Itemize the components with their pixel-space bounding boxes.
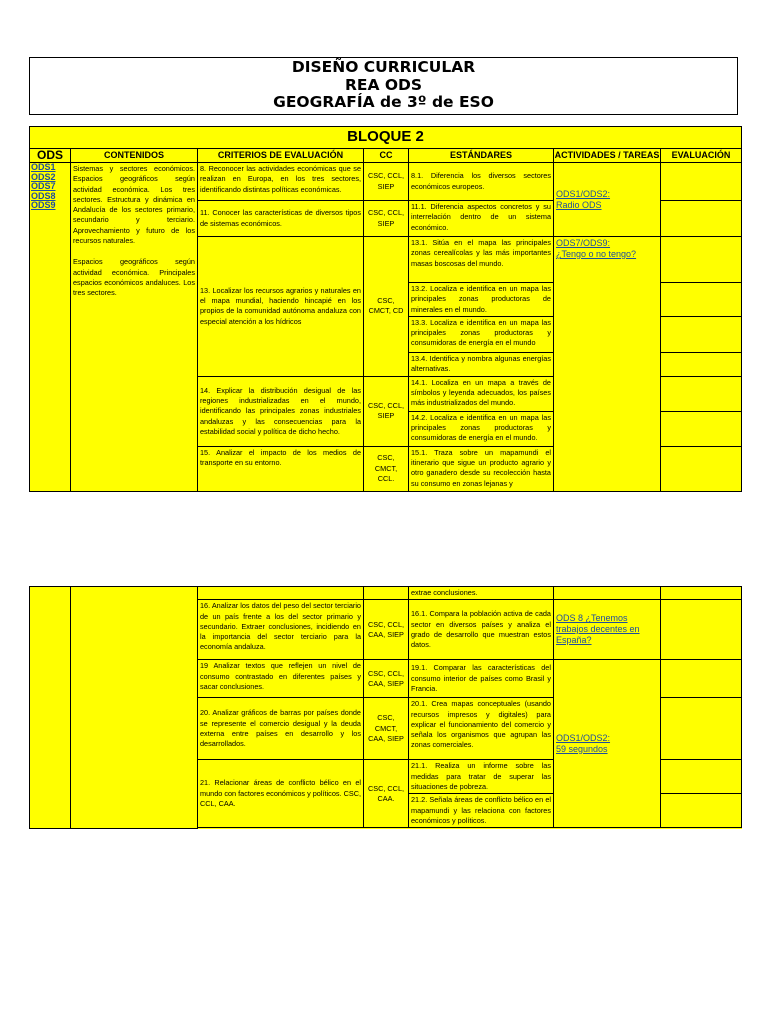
- evaluacion-cell: [661, 237, 742, 283]
- criterio-13: 13. Localizar los recursos agrarios y naturales en el mapa mundial, haciendo hincapié en los propios de la comunidad autónoma andaluza con especial atención a los hídricos: [198, 237, 364, 377]
- header-cc: CC: [364, 149, 409, 163]
- actividad-3-link-line2[interactable]: trabajos decentes en: [556, 624, 640, 635]
- cc-11: CSC, CCL, SIEP: [364, 201, 409, 237]
- evaluacion-cell: [661, 201, 742, 237]
- contenidos-cell-continued: [71, 587, 198, 829]
- cc-14: CSC, CCL, SIEP: [364, 376, 409, 446]
- criterio-21: 21. Relacionar áreas de conflicto bélico en el mundo con factores económicos y políticos. CSC, CCL, CAA.: [198, 760, 364, 828]
- document-title-box: [29, 57, 738, 115]
- actividad-continued: [554, 587, 661, 600]
- header-criterios: CRITERIOS DE EVALUACIÓN: [198, 149, 364, 163]
- actividad-2-link-line1[interactable]: ODS7/ODS9:: [556, 238, 611, 248]
- actividad-3: [554, 600, 661, 660]
- ods-link-2[interactable]: ODS2: [31, 171, 56, 182]
- bloque-title: BLOQUE 2: [30, 127, 742, 149]
- cc-15: CSC, CMCT, CCL.: [364, 446, 409, 491]
- estandar-14-2: 14.2. Localiza e identifica en un mapa las principales zonas productoras y consumidoras de energía en el mundo.: [409, 411, 554, 446]
- cc-21: CSC, CCL, CAA.: [364, 760, 409, 828]
- evaluacion-cell: [661, 600, 742, 660]
- criterio-15-continued: [198, 587, 364, 600]
- criterio-14: 14. Explicar la distribución desigual de las regiones industrializadas en el mundo, identificando las principales zonas industriales andaluzas y las consecuencias para la estabilidad social y política de dicho hecho.: [198, 376, 364, 446]
- evaluacion-cell: [661, 352, 742, 376]
- contenidos-cell: [71, 163, 198, 492]
- header-estandares: ESTÁNDARES: [409, 149, 554, 163]
- estandar-13-4: 13.4. Identifica y nombra algunas energías alternativas.: [409, 352, 554, 376]
- criterio-20: 20. Analizar gráficos de barras por países donde se represente el comercio desigual y la deuda externa entre países en desarrollo y los desarrollados.: [198, 698, 364, 760]
- estandar-13-1: 13.1. Sitúa en el mapa las principales zonas cerealícolas y las más importantes masas boscosas del mundo.: [409, 237, 554, 283]
- estandar-16-1: 16.1. Compara la población activa de cada sector en diversos países y analiza el grado de desarrollo que muestran estos datos.: [409, 600, 554, 660]
- title-line-2: REA ODS: [344, 75, 423, 94]
- cc-20: CSC, CMCT, CAA, SIEP: [364, 698, 409, 760]
- contenidos-paragraph-2: Espacios geográficos según actividad económica. Principales espacios económicos andaluces. Los tres sectores.: [73, 257, 195, 298]
- header-actividades: ACTIVIDADES / TAREAS: [554, 149, 661, 163]
- ods-link-5[interactable]: ODS9: [31, 200, 56, 210]
- actividad-3-link-line1[interactable]: ODS 8 ¿Tenemos: [556, 613, 628, 624]
- estandar-21-1: 21.1. Realiza un informe sobre las medidas para tratar de superar las situaciones de pobreza.: [409, 760, 554, 794]
- evaluacion-cell: [661, 794, 742, 828]
- cc-16: CSC, CCL, CAA, SIEP: [364, 600, 409, 660]
- title-line-3: GEOGRAFÍA de 3º de ESO: [273, 93, 494, 111]
- estandar-20-1: 20.1. Crea mapas conceptuales (usando recursos impresos y digitales) para explicar el funcionamiento del comercio y señala los organismos que agrupan las zonas comerciales.: [409, 698, 554, 760]
- actividad-1-link-line2[interactable]: Radio ODS: [556, 199, 602, 210]
- header-ods: ODS: [30, 149, 71, 163]
- curriculum-table-part1: [29, 126, 742, 492]
- evaluacion-cell: [661, 376, 742, 411]
- estandar-11-1: 11.1. Diferencia aspectos concretos y su interrelación dentro de un sistema económico.: [409, 201, 554, 237]
- ods-link-4[interactable]: ODS8: [31, 190, 56, 201]
- cc-19: CSC, CCL, CAA, SIEP: [364, 660, 409, 698]
- criterio-19: 19 Analizar textos que reflejen un nivel de consumo contrastado en diferentes países y sacar conclusiones.: [198, 660, 364, 698]
- ods-link-3[interactable]: ODS7: [31, 181, 56, 191]
- ods-link-1[interactable]: ODS1: [31, 162, 56, 172]
- actividad-1-link-line1[interactable]: ODS1/ODS2:: [556, 188, 611, 199]
- estandar-14-1: 14.1. Localiza en un mapa a través de símbolos y leyenda adecuados, los países más industrializados del mundo.: [409, 376, 554, 411]
- criterio-8: 8. Reconocer las actividades económicas que se realizan en Europa, en los tres sectores, identificando distintas políticas económicas.: [198, 163, 364, 201]
- criterio-15: 15. Analizar el impacto de los medios de transporte en su entorno.: [198, 446, 364, 491]
- evaluacion-cell: [661, 446, 742, 491]
- ods-cell-continued: [30, 587, 71, 829]
- actividad-3-link-line3[interactable]: España?: [556, 635, 592, 646]
- header-evaluacion: EVALUACIÓN: [661, 149, 742, 163]
- ods-cell: [30, 163, 71, 492]
- actividad-2: [554, 237, 661, 492]
- evaluacion-cell: [661, 760, 742, 794]
- actividad-4: [554, 660, 661, 828]
- evaluacion-cell: [661, 587, 742, 600]
- evaluacion-cell: [661, 316, 742, 352]
- header-contenidos: CONTENIDOS: [71, 149, 198, 163]
- cc-15-continued: [364, 587, 409, 600]
- contenidos-paragraph-1: Sistemas y sectores económicos. Espacios geográficos según actividad económica. Los tres sectores. Estructura y dinámica en Andalucía de los sectores primario, secundario y terciario. Aprovechamiento y futuro de los recursos naturales.: [73, 164, 195, 246]
- evaluacion-cell: [661, 698, 742, 760]
- title-line-1: DISEÑO CURRICULAR: [291, 58, 476, 76]
- criterio-16: 16. Analizar los datos del peso del sector terciario de un país frente a los del sector primario y secundario. Extraer conclusiones, incidiendo en la importancia del sector terciario para la economía andaluza.: [198, 600, 364, 660]
- evaluacion-cell: [661, 660, 742, 698]
- evaluacion-cell: [661, 283, 742, 317]
- evaluacion-cell: [661, 163, 742, 201]
- estandar-21-2: 21.2. Señala áreas de conflicto bélico en el mapamundi y las relaciona con factores económicos y políticos.: [409, 794, 554, 828]
- estandar-13-2: 13.2. Localiza e identifica en un mapa las principales zonas productoras de minerales en el mundo.: [409, 283, 554, 317]
- cc-8: CSC, CCL, SIEP: [364, 163, 409, 201]
- actividad-4-link-line2[interactable]: 59 segundos: [556, 743, 608, 754]
- estandar-8-1: 8.1. Diferencia los diversos sectores económicos europeos.: [409, 163, 554, 201]
- estandar-15-1-continued: extrae conclusiones.: [409, 587, 554, 600]
- cc-13: CSC, CMCT, CD: [364, 237, 409, 377]
- evaluacion-cell: [661, 411, 742, 446]
- estandar-19-1: 19.1. Comparar las características del consumo interior de países como Brasil y Francia.: [409, 660, 554, 698]
- estandar-15-1: 15.1. Traza sobre un mapamundi el itinerario que sigue un producto agrario y otro ganadero desde su recolección hasta su consumo en zonas lejanas y: [409, 446, 554, 491]
- criterio-11: 11. Conocer las características de diversos tipos de sistemas económicos.: [198, 201, 364, 237]
- actividad-1: [554, 163, 661, 237]
- actividad-4-link-line1[interactable]: ODS1/ODS2:: [556, 732, 611, 743]
- curriculum-table-part2: [29, 586, 742, 829]
- actividad-2-link-line2[interactable]: ¿Tengo o no tengo?: [556, 249, 637, 259]
- estandar-13-3: 13.3. Localiza e identifica en un mapa las principales zonas productoras y consumidoras de energía en el mundo: [409, 316, 554, 352]
